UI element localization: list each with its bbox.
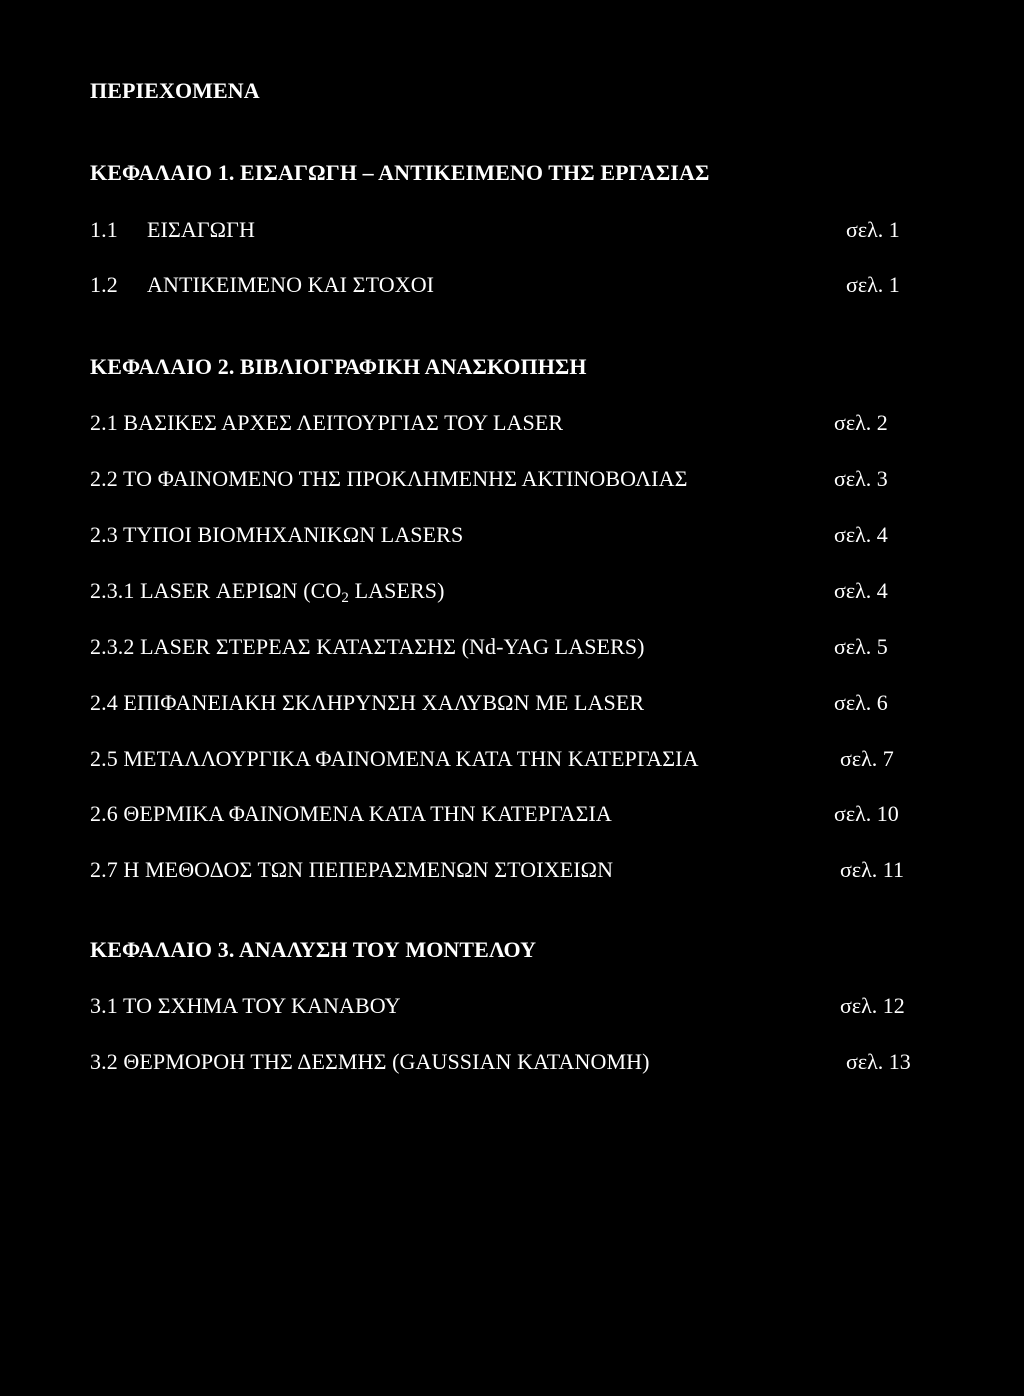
- toc-entry-2-7: 2.7 Η ΜΕΘΟΔΟΣ ΤΩΝ ΠΕΠΕΡΑΣΜΕΝΩΝ ΣΤΟΙΧΕΙΩΝ: [90, 857, 614, 882]
- toc-entry-2-6: 2.6 ΘΕΡΜΙΚΑ ΦΑΙΝΟΜΕΝΑ ΚΑΤΑ ΤΗΝ ΚΑΤΕΡΓΑΣΙΑ: [90, 801, 612, 826]
- page-ref-2-1: σελ. 2: [834, 410, 888, 435]
- toc-entry-2-3-2: 2.3.2 LASER ΣΤΕΡΕΑΣ ΚΑΤΑΣΤΑΣΗΣ (Nd-YAG LASERS): [90, 634, 645, 659]
- co2-subscript: 2: [341, 590, 349, 606]
- page-ref-2-4: σελ. 6: [834, 690, 888, 715]
- chapter-3-heading: ΚΕΦΑΛΑΙΟ 3. ΑΝΑΛΥΣΗ ΤΟΥ ΜΟΝΤΕΛΟΥ: [90, 937, 537, 962]
- toc-entry-2-3-1: [90, 578, 445, 604]
- toc-entry-1-2: [90, 272, 434, 298]
- toc-entry-2-4: 2.4 ΕΠΙΦΑΝΕΙΑΚΗ ΣΚΛΗΡΥΝΣΗ ΧΑΛΥΒΩΝ ΜΕ LASER: [90, 690, 645, 715]
- entry-text-before: 2.3.1 LASER ΑΕΡΙΩΝ (CO: [90, 578, 342, 603]
- entry-title: ΕΙΣΑΓΩΓΗ: [147, 217, 255, 242]
- page-ref-3-2: σελ. 13: [846, 1049, 911, 1074]
- entry-title: ΑΝΤΙΚΕΙΜΕΝΟ ΚΑΙ ΣΤΟΧΟΙ: [147, 272, 435, 297]
- chapter-2-heading: ΚΕΦΑΛΑΙΟ 2. ΒΙΒΛΙΟΓΡΑΦΙΚΗ ΑΝΑΣΚΟΠΗΣΗ: [90, 354, 587, 379]
- page-ref-3-1: σελ. 12: [840, 993, 905, 1018]
- toc-entry-3-2: 3.2 ΘΕΡΜΟΡΟΗ ΤΗΣ ΔΕΣΜΗΣ (GAUSSIAN ΚΑΤΑΝΟΜΗ): [90, 1049, 650, 1074]
- toc-entry-2-5: 2.5 ΜΕΤΑΛΛΟΥΡΓΙΚΑ ΦΑΙΝΟΜΕΝΑ ΚΑΤΑ ΤΗΝ ΚΑΤΕΡΓΑΣΙΑ: [90, 746, 699, 771]
- page-ref-2-2: σελ. 3: [834, 466, 888, 491]
- chapter-1-heading: ΚΕΦΑΛΑΙΟ 1. ΕΙΣΑΓΩΓΗ – ΑΝΤΙΚΕΙΜΕΝΟ ΤΗΣ ΕΡΓΑΣΙΑΣ: [90, 160, 710, 185]
- page-ref-1-2: σελ. 1: [846, 272, 900, 297]
- page-ref-1-1: σελ. 1: [846, 217, 900, 242]
- toc-entry-2-2: 2.2 ΤΟ ΦΑΙΝΟΜΕΝΟ ΤΗΣ ΠΡΟΚΛΗΜΕΝΗΣ ΑΚΤΙΝΟΒΟΛΙΑΣ: [90, 466, 688, 491]
- page-ref-2-7: σελ. 11: [840, 857, 904, 882]
- entry-number: 1.1: [90, 217, 118, 242]
- toc-entry-2-1: 2.1 ΒΑΣΙΚΕΣ ΑΡΧΕΣ ΛΕΙΤΟΥΡΓΙΑΣ ΤΟΥ LASER: [90, 410, 564, 435]
- page-ref-2-3: σελ. 4: [834, 522, 888, 547]
- entry-text-after: LASERS): [349, 578, 445, 603]
- page-ref-2-5: σελ. 7: [840, 746, 894, 771]
- toc-entry-3-1: 3.1 ΤΟ ΣΧΗΜΑ ΤΟΥ ΚΑΝΑΒΟΥ: [90, 993, 401, 1018]
- toc-entry-2-3: 2.3 ΤΥΠΟΙ ΒΙΟΜΗΧΑΝΙΚΩΝ LASERS: [90, 522, 464, 547]
- page-ref-2-3-2: σελ. 5: [834, 634, 888, 659]
- toc-entry-1-1: [90, 217, 255, 243]
- page-ref-2-3-1: σελ. 4: [834, 578, 888, 603]
- toc-title: ΠΕΡΙΕΧΟΜΕΝΑ: [90, 78, 260, 103]
- entry-number: 1.2: [90, 272, 118, 297]
- page-ref-2-6: σελ. 10: [834, 801, 899, 826]
